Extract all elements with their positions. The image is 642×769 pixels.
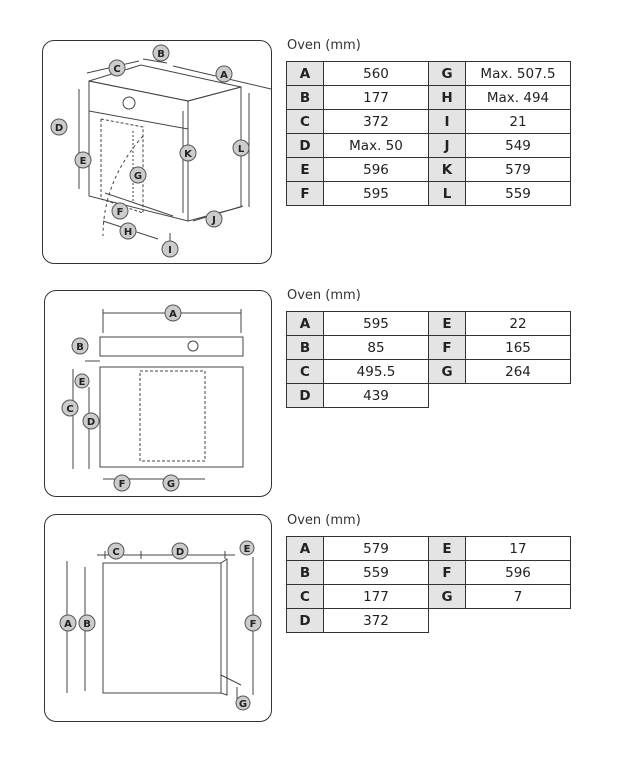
cell-value: 85 xyxy=(324,336,429,360)
dim-label-B xyxy=(72,338,88,354)
dim-label-H xyxy=(120,223,136,239)
diagram-panel-front xyxy=(44,290,272,497)
cell-value: 595 xyxy=(324,182,429,206)
table-row xyxy=(287,609,571,633)
svg-text:F: F xyxy=(116,207,124,218)
cell-value: 595 xyxy=(324,312,429,336)
svg-text:A: A xyxy=(169,309,177,320)
svg-text:D: D xyxy=(54,123,64,134)
dim-label-C xyxy=(62,400,78,416)
dim-label-G xyxy=(130,167,146,183)
cell-key: F xyxy=(429,561,466,585)
cell-key: F xyxy=(429,336,466,360)
cell-value: 559 xyxy=(466,182,571,206)
cell-key: C xyxy=(287,360,324,384)
cell-value: 7 xyxy=(466,585,571,609)
empty-cell xyxy=(429,384,571,408)
dim-label-E xyxy=(75,374,89,388)
cell-value: 596 xyxy=(466,561,571,585)
svg-text:H: H xyxy=(123,227,133,238)
svg-text:B: B xyxy=(157,49,165,60)
dim-label-E xyxy=(240,541,254,555)
cell-value: 579 xyxy=(324,537,429,561)
cell-key: G xyxy=(429,62,466,86)
cell-value: 264 xyxy=(466,360,571,384)
svg-text:I: I xyxy=(168,245,172,256)
cell-key: A xyxy=(287,62,324,86)
svg-text:C: C xyxy=(112,547,120,558)
diagram-panel-isometric xyxy=(42,40,272,264)
cell-key: B xyxy=(287,336,324,360)
cell-key: E xyxy=(429,537,466,561)
table-row xyxy=(287,585,571,609)
cell-value: 177 xyxy=(324,86,429,110)
svg-text:J: J xyxy=(212,215,216,226)
cell-value: 17 xyxy=(466,537,571,561)
table-row xyxy=(287,110,571,134)
cell-value: 372 xyxy=(324,609,429,633)
dim-label-C xyxy=(109,60,125,76)
cell-key: C xyxy=(287,110,324,134)
dim-label-D xyxy=(172,543,188,559)
cell-value: 549 xyxy=(466,134,571,158)
table-row xyxy=(287,182,571,206)
svg-text:G: G xyxy=(166,479,176,490)
cell-value: Max. 507.5 xyxy=(466,62,571,86)
cell-key: A xyxy=(287,537,324,561)
section-3-caption: Oven (mm) xyxy=(287,513,361,528)
svg-text:E: E xyxy=(78,377,86,388)
dim-label-C xyxy=(108,543,124,559)
table-row xyxy=(287,158,571,182)
cell-key: H xyxy=(429,86,466,110)
section-2-caption: Oven (mm) xyxy=(287,288,361,303)
cell-value: 372 xyxy=(324,110,429,134)
cell-value: 177 xyxy=(324,585,429,609)
cell-value: 21 xyxy=(466,110,571,134)
dim-label-F xyxy=(114,475,130,491)
svg-text:E: E xyxy=(79,156,87,167)
oven-front-diagram xyxy=(45,291,273,498)
svg-text:C: C xyxy=(66,404,74,415)
table-row xyxy=(287,360,571,384)
cell-key: G xyxy=(429,585,466,609)
oven-isometric-diagram xyxy=(43,41,273,265)
dim-label-I xyxy=(162,241,178,257)
cell-value: 22 xyxy=(466,312,571,336)
table-row xyxy=(287,86,571,110)
svg-text:F: F xyxy=(118,479,126,490)
cell-key: A xyxy=(287,312,324,336)
dimension-labels xyxy=(62,305,181,491)
svg-text:K: K xyxy=(184,149,192,160)
cell-value: Max. 50 xyxy=(324,134,429,158)
section-1-caption: Oven (mm) xyxy=(287,38,361,53)
svg-text:A: A xyxy=(220,70,228,81)
cell-key: L xyxy=(429,182,466,206)
dim-label-F xyxy=(112,203,128,219)
cell-key: K xyxy=(429,158,466,182)
cell-value: 596 xyxy=(324,158,429,182)
table-row xyxy=(287,62,571,86)
table-row xyxy=(287,336,571,360)
cell-key: C xyxy=(287,585,324,609)
cell-key: G xyxy=(429,360,466,384)
dim-label-A xyxy=(165,305,181,321)
cell-value: 439 xyxy=(324,384,429,408)
diagram-panel-side xyxy=(44,514,272,722)
svg-text:L: L xyxy=(237,144,245,155)
cell-key: D xyxy=(287,609,324,633)
cell-key: I xyxy=(429,110,466,134)
svg-text:D: D xyxy=(86,417,96,428)
section-3-table xyxy=(286,536,571,633)
dim-label-K xyxy=(180,145,196,161)
dim-label-L xyxy=(233,140,249,156)
dim-label-G xyxy=(163,475,179,491)
dimension-labels xyxy=(60,541,261,710)
cell-value: 559 xyxy=(324,561,429,585)
cell-value: 165 xyxy=(466,336,571,360)
svg-text:A: A xyxy=(64,619,72,630)
svg-text:F: F xyxy=(249,619,257,630)
cell-key: E xyxy=(429,312,466,336)
cell-value: 579 xyxy=(466,158,571,182)
section-2-table xyxy=(286,311,571,408)
dim-label-B xyxy=(79,615,95,631)
cell-key: D xyxy=(287,134,324,158)
svg-text:E: E xyxy=(243,544,251,555)
cell-key: B xyxy=(287,86,324,110)
dim-label-F xyxy=(245,615,261,631)
cell-key: B xyxy=(287,561,324,585)
dim-label-A xyxy=(60,615,76,631)
cell-key: D xyxy=(287,384,324,408)
dim-label-G xyxy=(236,696,250,710)
svg-text:G: G xyxy=(133,171,143,182)
oven-side-diagram xyxy=(45,515,273,723)
dimension-labels xyxy=(51,45,249,257)
svg-text:G: G xyxy=(238,699,248,710)
dim-label-E xyxy=(75,152,91,168)
table-row xyxy=(287,134,571,158)
dim-label-D xyxy=(83,413,99,429)
svg-text:B: B xyxy=(76,342,84,353)
table-row xyxy=(287,312,571,336)
svg-text:B: B xyxy=(83,619,91,630)
table-row xyxy=(287,384,571,408)
dim-label-A xyxy=(216,66,232,82)
svg-text:C: C xyxy=(113,64,121,75)
cell-value: 495.5 xyxy=(324,360,429,384)
table-row xyxy=(287,561,571,585)
cell-key: J xyxy=(429,134,466,158)
empty-cell xyxy=(429,609,571,633)
section-1-table xyxy=(286,61,571,206)
cell-key: E xyxy=(287,158,324,182)
cell-key: F xyxy=(287,182,324,206)
cell-value: 560 xyxy=(324,62,429,86)
svg-text:D: D xyxy=(175,547,185,558)
dim-label-J xyxy=(206,211,222,227)
dim-label-B xyxy=(153,45,169,61)
cell-value: Max. 494 xyxy=(466,86,571,110)
table-row xyxy=(287,537,571,561)
dim-label-D xyxy=(51,119,67,135)
